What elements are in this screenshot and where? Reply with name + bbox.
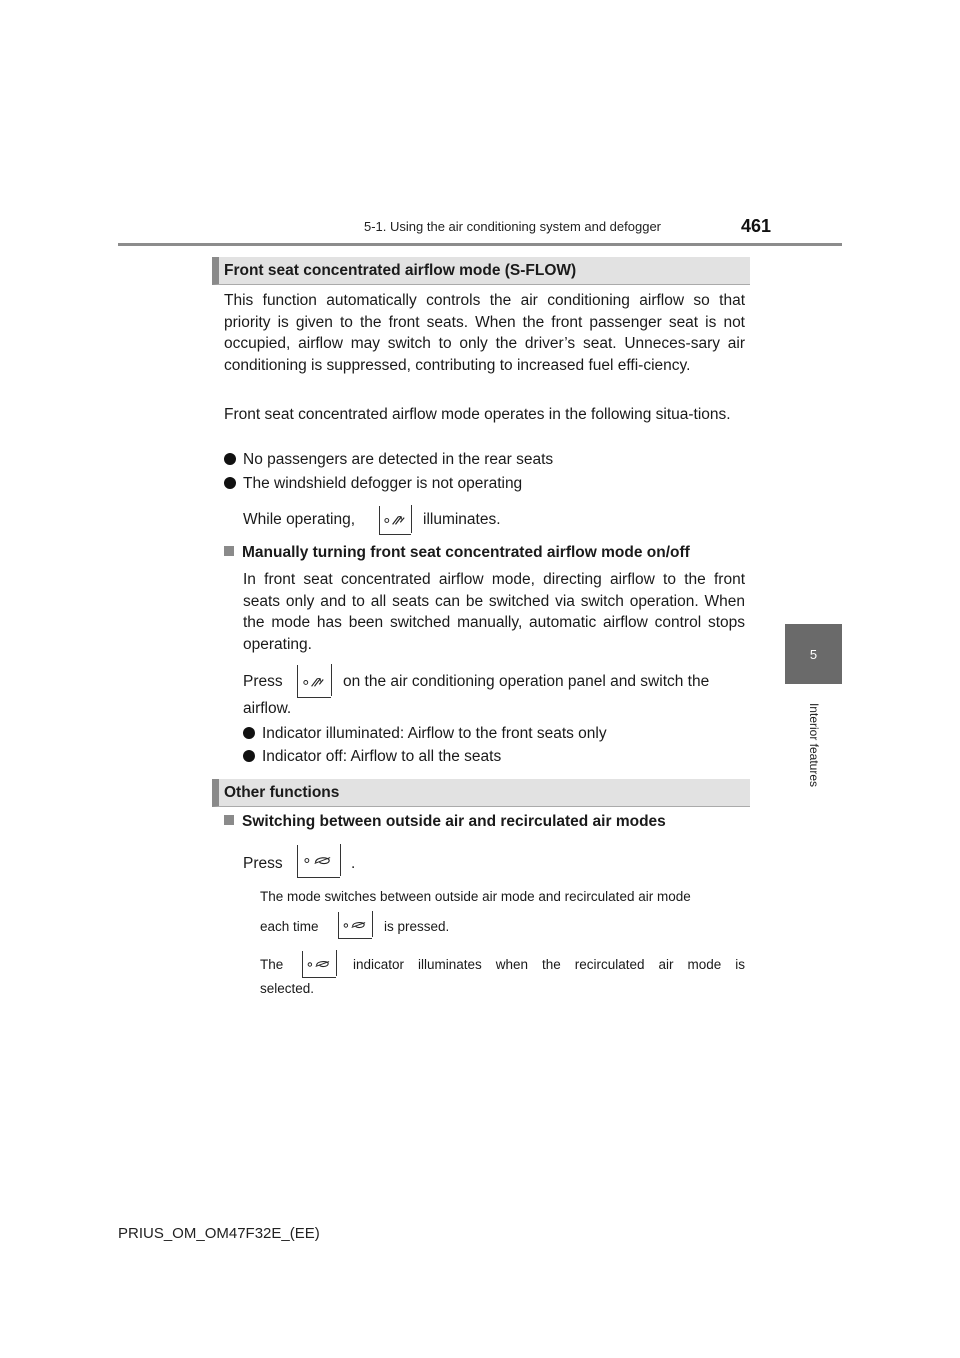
recirculated-air-button-icon [302,951,336,978]
intro-paragraph: This function automatically controls the air conditioning airflow so that priority is given to the front seats. When the front passenger seat is not occupied, airflow may switch to only the driver’s seat. Unneces-sary air conditioning is suppressed, contributing to increased fuel effi-ciency. [224,292,745,374]
list-item [243,723,607,744]
subheading-recirculation [224,813,666,831]
press-text-continued: airflow. [243,700,292,717]
section-heading-other [212,779,750,807]
note-each-time: each time [260,919,319,934]
note-is-pressed: is pressed. [384,919,450,934]
press-text-after: . [351,855,356,872]
section-heading-sflow [212,257,750,285]
chapter-label-container [785,690,842,800]
bullet-dot-icon [243,727,255,739]
page-number: 461 [741,216,772,236]
list-item-text: No passengers are detected in the rear seats [243,451,554,468]
note-selected: selected. [260,981,315,996]
note-indicator-text: indicator illuminates when the recirculated air mode is [353,957,745,972]
operating-text-after: illuminates. [423,511,501,528]
header-section-title: 5-1. Using the air conditioning system and defogger [364,219,662,234]
subheading-square-icon [224,815,234,825]
situations-paragraph: Front seat concentrated airflow mode operates in the following situa-tions. [224,406,731,423]
press-text-before: Press [243,855,283,872]
list-item-text: Indicator off: Airflow to all the seats [262,748,502,765]
header-divider [118,243,842,246]
press-text-after: on the air conditioning operation panel and switch the [343,673,710,690]
list-item [224,473,522,494]
s-flow-button-icon [379,506,411,535]
manual-paragraph: In front seat concentrated airflow mode, directing airflow to the front seats only and to all seats can be switched via switch operation. When the mode has been switched manually, automatic airflow control stops operating. [243,571,745,653]
subheading-text: Manually turning front seat concentrated airflow mode on/off [242,544,690,561]
section-heading-text: Other functions [224,783,340,801]
subheading-text: Switching between outside air and recirculated air modes [242,813,666,830]
recirculated-air-button-icon [297,845,340,878]
footer-doc-code: PRIUS_OM_OM47F32E_(EE) [118,1225,320,1242]
note-the: The [260,957,284,972]
bullet-dot-icon [243,750,255,762]
subheading-square-icon [224,546,234,556]
list-item-text: The windshield defogger is not operating [243,475,523,492]
press-text-before: Press [243,673,283,690]
bullet-dot-icon [224,477,236,489]
list-item [224,449,553,470]
chapter-number: 5 [809,646,818,662]
bullet-dot-icon [224,453,236,465]
chapter-label: Interior features [806,702,821,788]
list-item-text: Indicator illuminated: Airflow to the front seats only [262,725,607,742]
recirculated-air-button-icon [338,912,372,939]
note-recirculation-line1: The mode switches between outside air mode and recirculated air mode [260,889,691,904]
operating-text-before: While operating, [243,511,356,528]
s-flow-button-icon [297,665,331,698]
section-heading-text: Front seat concentrated airflow mode (S-FLOW) [224,261,577,279]
chapter-tab [785,624,842,684]
subheading-manual-sflow [224,544,690,562]
list-item [243,746,501,767]
